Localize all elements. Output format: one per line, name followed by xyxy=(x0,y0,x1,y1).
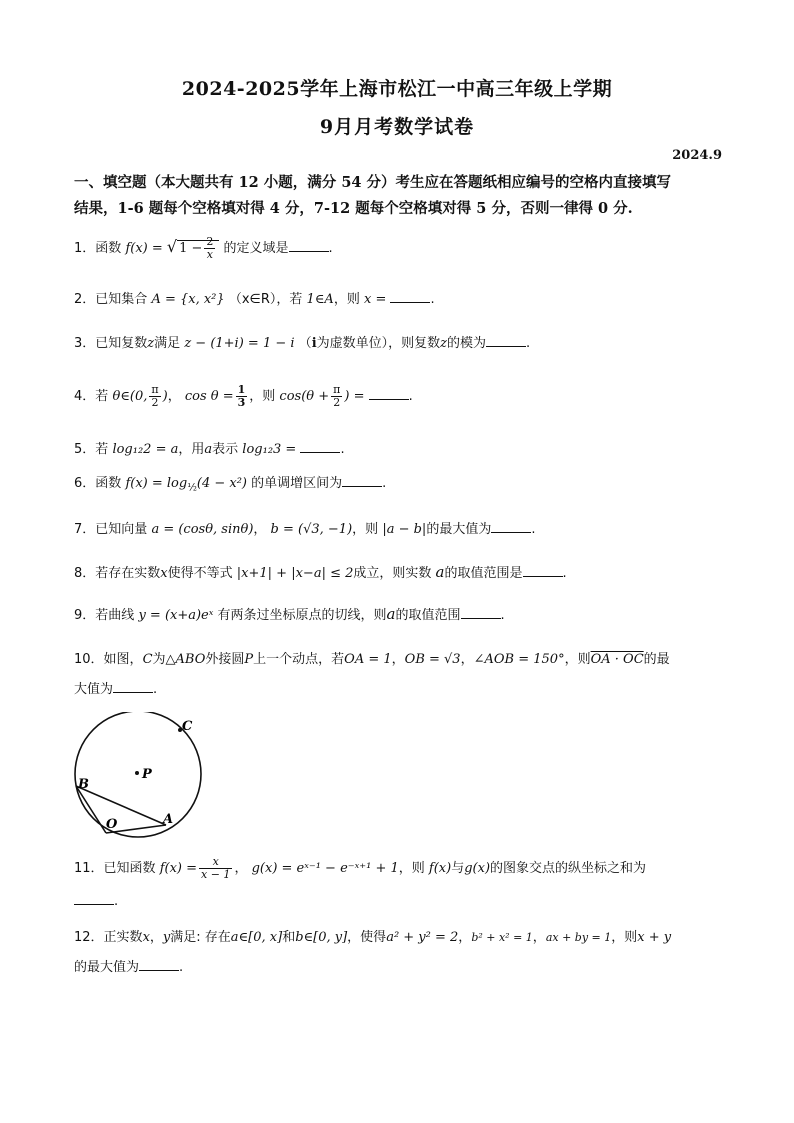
question-11: 11．已知函数 f(x) = $\frac{x}{x - 1}$ ， g(x) = eˣ⁻¹ − e⁻ˣ⁺¹ + 1，则 f(x)与g(x)的图象交点的纵坐标之和为 xyxy=(74,855,647,881)
question-1: 1．函数 f(x) = √ 1 − $\frac{2}{x}$ 的定义域是 . xyxy=(74,235,333,261)
fraction: $\frac{x}{x - 1}$ xyxy=(201,855,231,881)
question-number: 2． xyxy=(74,292,96,307)
question-8: 8．若存在实数x使得不等式 |x+1| + |x−a| ≤ 2成立，则实数 a的取值范围是 . xyxy=(74,563,567,581)
math-expression: ax + by = 1 xyxy=(545,931,612,944)
math-expression: b² + x² = 1 xyxy=(471,931,533,944)
exam-title: 2024-2025学年上海市松江一中高三年级上学期 xyxy=(181,78,613,100)
math-expression: z − (1+i) = 1 − i xyxy=(184,336,295,351)
answer-blank[interactable] xyxy=(486,334,526,347)
math-expression: |x+1| + |x−a| ≤ 2 xyxy=(236,566,354,581)
question-number: 11． xyxy=(74,861,104,876)
instruction-line-1: 一、填空题（本大题共有 12 小题，满分 54 分）考生应在答题纸相应编号的空格内直接填写 xyxy=(74,174,672,191)
question-text: 已知集合 xyxy=(95,292,148,307)
math-expression: x + y xyxy=(637,930,672,945)
answer-blank[interactable] xyxy=(342,474,382,487)
fraction: $\frac{2}{x}$ xyxy=(206,235,214,261)
math-expression: b = (√3, −1) xyxy=(270,522,353,537)
math-expression: a = (cosθ, sinθ) xyxy=(151,522,254,537)
math-expression: b∈[0, y] xyxy=(295,930,348,945)
circle-figure xyxy=(68,712,208,842)
answer-blank[interactable] xyxy=(74,892,114,905)
math-expression: log₁₂3 = xyxy=(242,442,297,457)
math-expression: OA = 1 xyxy=(344,652,392,667)
math-expression: cos(θ + xyxy=(279,389,330,404)
question-number: 4． xyxy=(74,389,96,404)
math-expression: a∈[0, x] xyxy=(230,930,283,945)
label-c: C xyxy=(182,719,193,734)
question-2: 2．已知集合 A = {x, x²} （x∈R），若 1∈A，则 x = . xyxy=(74,292,435,307)
math-expression: |a − b| xyxy=(382,522,427,537)
question-number: 8． xyxy=(74,566,96,581)
question-4: 4．若 θ∈(0, $\frac{\pi}{2}$ )， cos θ = $\frac{1}{3}$ ，则 cos(θ + $\frac{\pi}{2}$ ) = . xyxy=(74,383,413,409)
math-expression: 1∈A xyxy=(306,292,334,307)
question-number: 6． xyxy=(74,476,96,491)
answer-blank[interactable] xyxy=(113,680,153,693)
math-expression: θ∈(0, xyxy=(112,389,148,404)
question-3: 3．已知复数z满足 z − (1+i) = 1 − i （i为虚数单位），则复数z的模为 . xyxy=(74,336,531,351)
fraction: $\frac{1}{3}$ xyxy=(237,383,246,409)
math-expression: f(x) = xyxy=(159,861,198,876)
math-expression: A = {x, x²} xyxy=(151,292,225,307)
answer-blank[interactable] xyxy=(491,520,531,533)
math-expression: log₁₂2 = a xyxy=(112,442,179,457)
math-expression: g(x) = eˣ⁻¹ − e⁻ˣ⁺¹ + 1 xyxy=(251,861,399,876)
question-text: 函数 xyxy=(95,241,122,256)
question-number: 12． xyxy=(74,930,104,945)
instruction-line-2: 结果，1-6 题每个空格填对得 4 分，7-12 题每个空格填对得 5 分，否则一律得 0 分. xyxy=(74,200,633,217)
question-7: 7．已知向量 a = (cosθ, sinθ)， b = (√3, −1)，则 |a − b|的最大值为 . xyxy=(74,522,536,537)
label-b: B xyxy=(78,777,89,792)
math-expression: cos θ = xyxy=(184,389,234,404)
answer-blank[interactable] xyxy=(289,239,329,252)
math-expression: OA · OC xyxy=(590,652,644,667)
answer-blank[interactable] xyxy=(139,958,179,971)
question-number: 10． xyxy=(74,652,104,667)
segment-ba xyxy=(76,786,166,825)
math-expression: ∠AOB = 150° xyxy=(473,652,565,667)
fraction: $\frac{\pi}{2}$ xyxy=(333,383,341,409)
sqrt-radicand: 1 − $\frac{2}{x}$ xyxy=(177,240,219,256)
label-p: P xyxy=(142,767,152,782)
exam-subtitle: 9月月考数学试卷 xyxy=(319,116,475,138)
question-10: 10．如图，C为△ABO外接圆P上一个动点，若OA = 1，OB = √3，∠AOB = 150°，则OA · OC的最 xyxy=(74,652,670,667)
section-instruction xyxy=(74,170,724,222)
question-number: 7． xyxy=(74,522,96,537)
question-number: 9． xyxy=(74,608,96,623)
exam-date: 2024.9 xyxy=(672,148,722,163)
question-number: 1． xyxy=(74,241,96,256)
question-9: 9．若曲线 y = (x+a)eˣ 有两条过坐标原点的切线，则a的取值范围 . xyxy=(74,605,505,623)
math-expression: x = xyxy=(363,292,387,307)
math-condition: （x∈R） xyxy=(228,292,277,307)
question-text: 的定义域是 xyxy=(223,241,289,256)
answer-blank[interactable] xyxy=(523,564,563,577)
answer-blank[interactable] xyxy=(461,606,501,619)
label-o: O xyxy=(106,817,118,832)
question-number: 5． xyxy=(74,442,96,457)
question-number: 3． xyxy=(74,336,96,351)
math-expression: a² + y² = 2 xyxy=(386,930,459,945)
math-expression: f(x) = log xyxy=(125,476,188,491)
label-a: A xyxy=(163,812,174,827)
question-11-line-2: . xyxy=(74,892,724,912)
math-expression: f(x) = xyxy=(125,241,163,256)
question-12: 12．正实数x，y满足: 存在a∈[0, x]和b∈[0, y]，使得a² + y² = 2，b² + x² = 1，ax + by = 1，则x + y xyxy=(74,930,672,945)
question-10-line-2: 大值为 . xyxy=(74,682,158,697)
question-12-line-2: 的最大值为 . xyxy=(74,960,184,975)
math-expression: OB = √3 xyxy=(404,652,461,667)
sqrt-icon: √ xyxy=(166,237,178,256)
answer-blank[interactable] xyxy=(300,440,340,453)
question-6: 6．函数 $f(x) = \log_{\frac{1}{2}}(4 - x^2)$ 的单调增区间为 . xyxy=(74,476,387,494)
fraction: $\frac{\pi}{2}$ xyxy=(151,383,159,409)
question-5: 5．若 log₁₂2 = a，用a表示 log₁₂3 = . xyxy=(74,442,345,457)
math-expression: y = (x+a)eˣ xyxy=(138,608,214,623)
answer-blank[interactable] xyxy=(369,387,409,400)
center-point xyxy=(135,771,139,775)
answer-blank[interactable] xyxy=(390,290,430,303)
